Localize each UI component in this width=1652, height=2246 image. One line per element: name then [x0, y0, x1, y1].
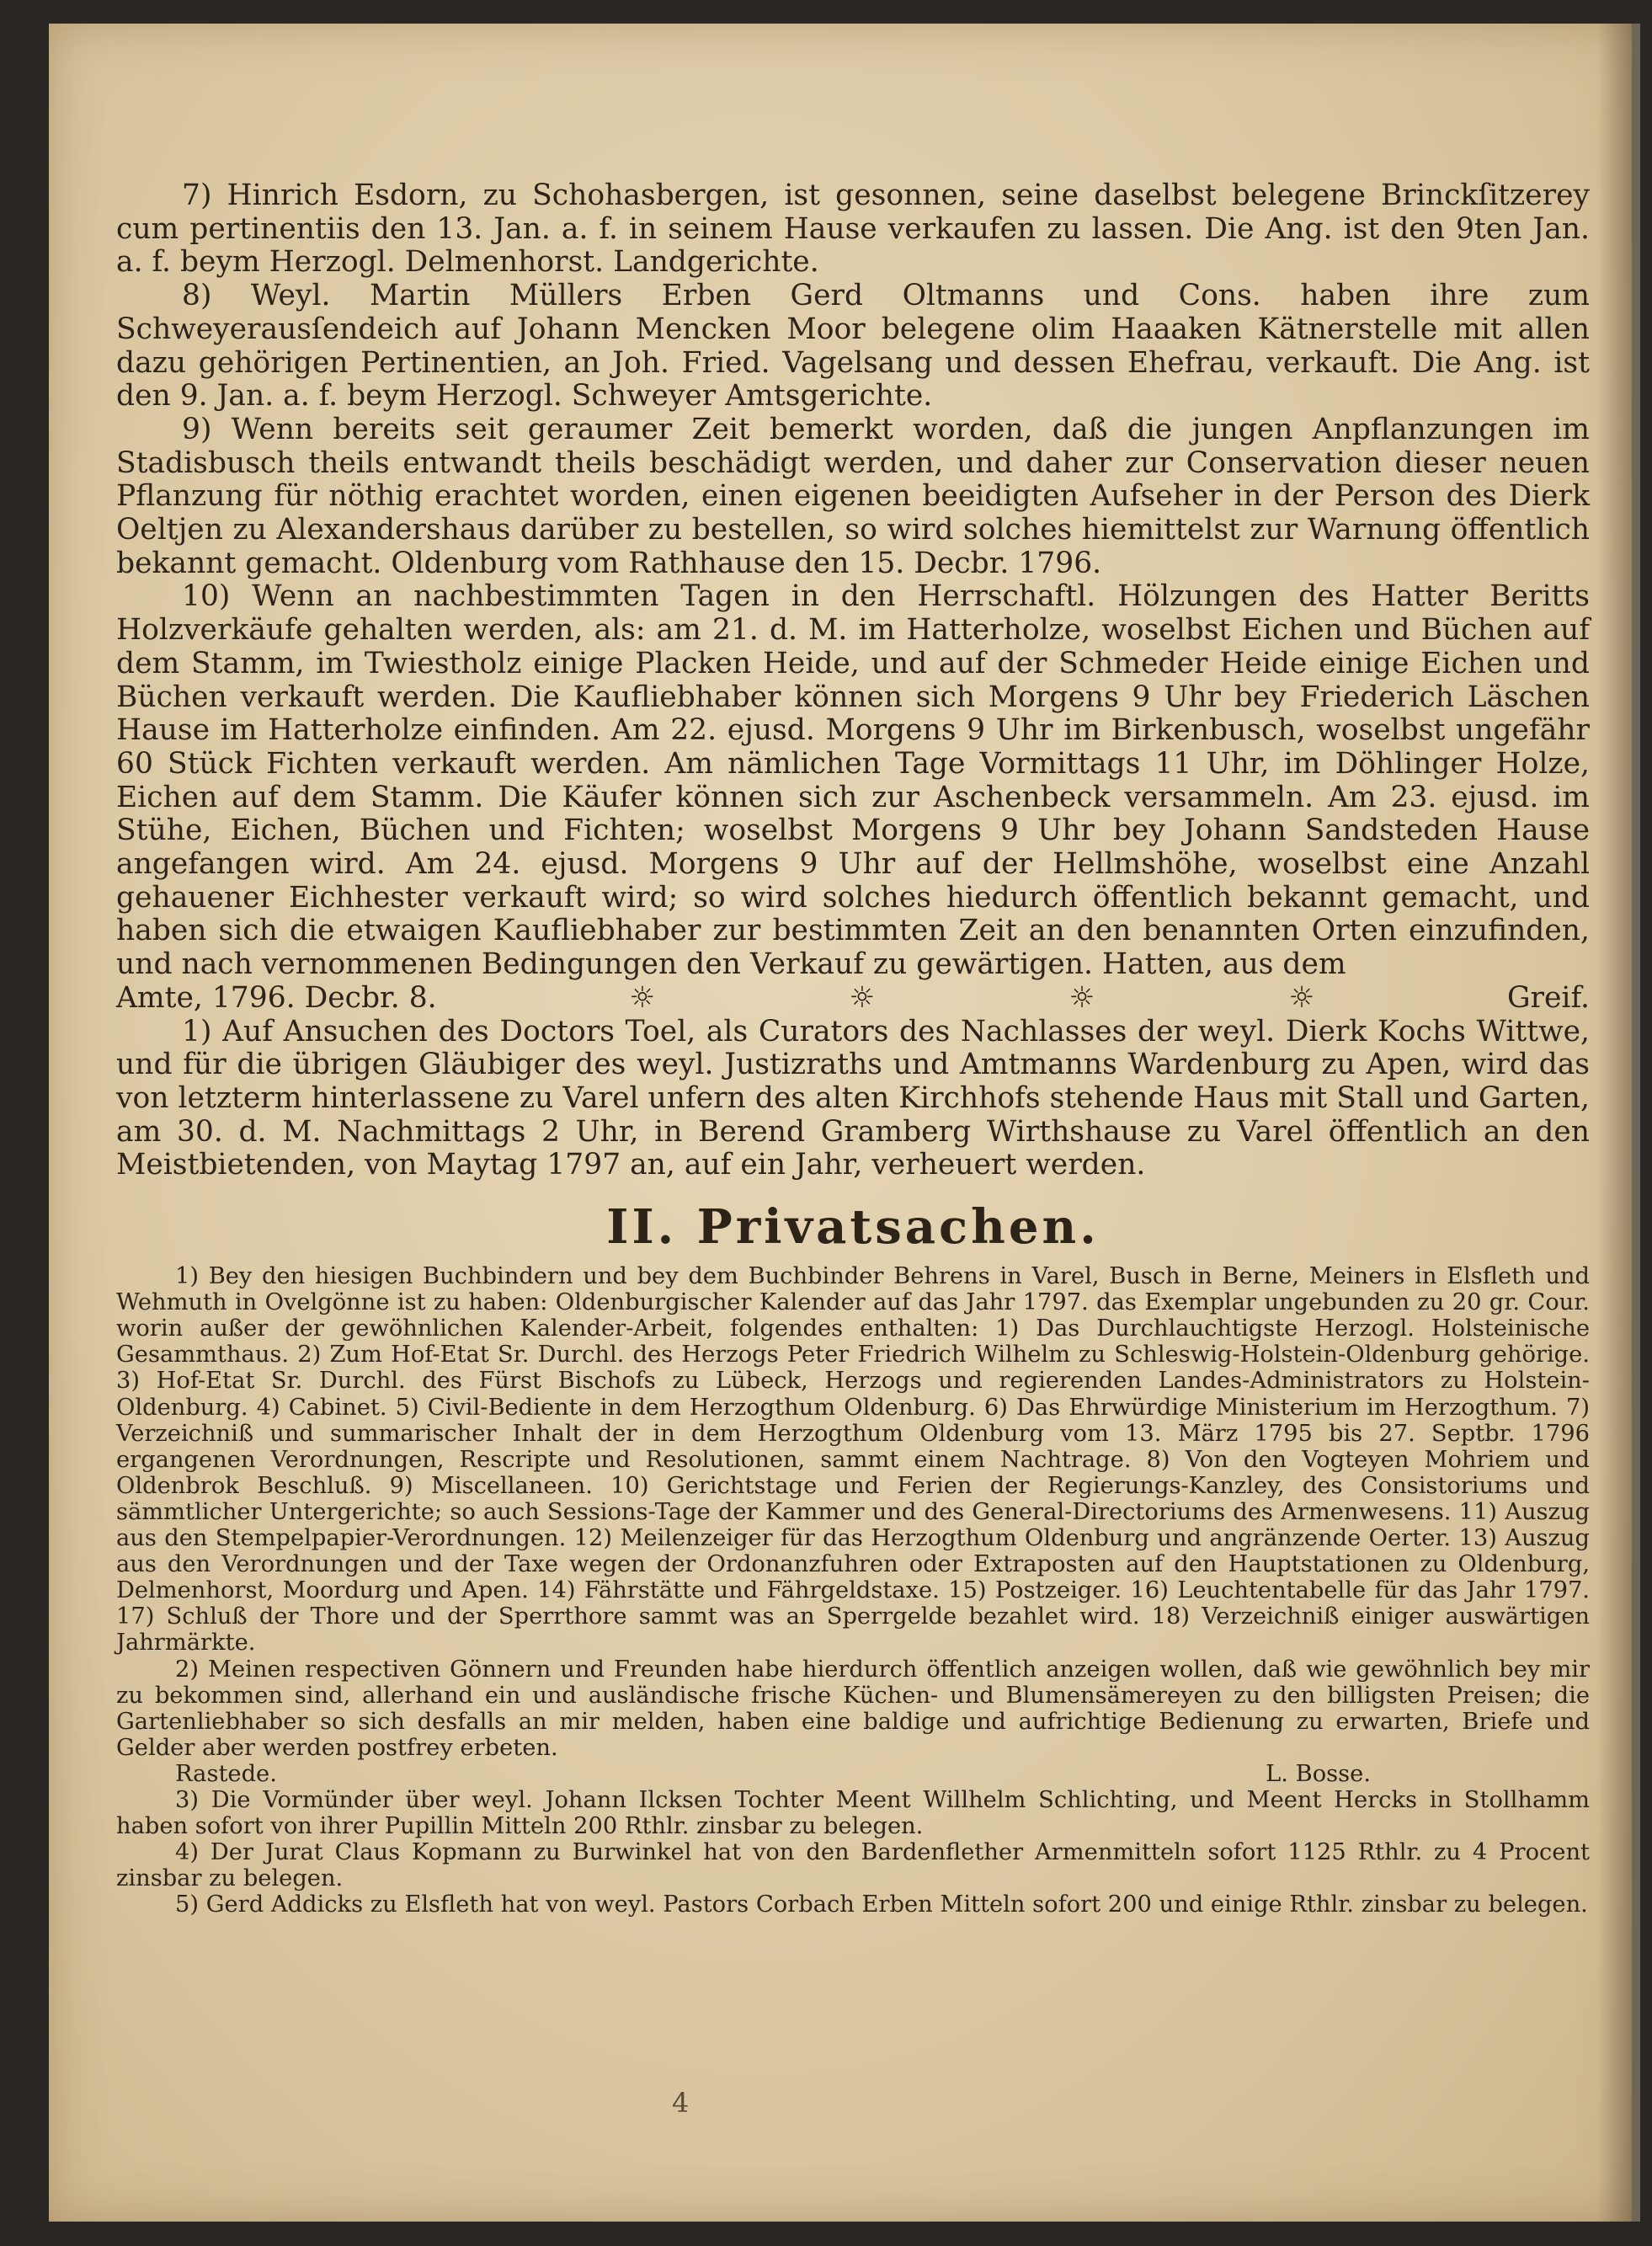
- private-notice-1: 1) Bey den hiesigen Buchbindern und bey dem Buchbinder Behrens in Varel, Busch in Berne, Meiners in Elsfleth und Wehmuth in Ovelgönne ist zu haben: Oldenburgischer Kalender auf das Jahr 1797. das Exemplar ungebunden zu 20 gr. Cour. worin außer der gewöhnlichen Kalender-Arbeit, folgendes enthalten: 1) Das Durchlauchtigste Herzogl. Holsteinische Gesammthaus. 2) Zum Hof-Etat Sr. Durchl. des Herzogs Peter Friedrich Wilhelm zu Schleswig-Holstein-Oldenburg gehörige. 3) Hof-Etat Sr. Durchl. des Fürst Bischofs zu Lübeck, Herzogs und regierenden Landes-Administrators zu Holstein-Oldenburg. 4) Cabinet. 5) Civil-Bediente in dem Herzogthum Oldenburg. 6) Das Ehrwürdige Ministerium im Herzogthum. 7) Verzeichniß und summarischer Inhalt der in dem Herzogthum Oldenburg vom 13. März 1795 bis 27. Septbr. 1796 ergangenen Verordnungen, Rescripte und Resolutionen, sammt einem Nachtrage. 8) Von den Vogteyen Mohriem und Oldenbrok Beschluß. 9) Miscellaneen. 10) Gerichtstage und Ferien der Regierungs-Kanzley, des Consistoriums und sämmtlicher Untergerichte; so auch Sessions-Tage der Kammer und des General-Directoriums des Armenwesens. 11) Auszug aus den Stempelpapier-Verordnungen. 12) Meilenzeiger für das Herzogthum Oldenburg und angränzende Oerter. 13) Auszug aus den Verordnungen und der Taxe wegen der Ordonanzfuhren oder Extraposten auf den Hauptstationen zu Oldenburg, Delmenhorst, Moordurg und Apen. 14) Fährstätte und Fährgeldstaxe. 15) Postzeiger. 16) Leuchtentabelle für das Jahr 1797. 17) Schluß der Thore und der Sperrthore sammt was an Sperrgelde bezahlet wird. 18) Verzeichniß einiger auswärtigen Jahrmärkte.: [116, 1263, 1590, 1656]
- newspaper-page: [49, 24, 1640, 2222]
- notice-7: 7) Hinrich Esdorn, zu Schohasbergen, ist gesonnen, seine daselbst belegene Brinckſitzerey cum pertinentiis den 13. Jan. a. f. in seinem Hause verkaufen zu lassen. Die Ang. ist den 9ten Jan. a. f. beym Herzogl. Delmenhorst. Landgerichte.: [116, 179, 1590, 280]
- private-notice-2-signature: [116, 1761, 1590, 1787]
- seal-star-3: ☼: [1068, 980, 1095, 1015]
- seal-star-4: ☼: [1288, 980, 1315, 1015]
- notice-1-auction: 1) Auf Ansuchen des Doctors Toel, als Curators des Nachlasses der weyl. Dierk Kochs Wittwe, und für die übrigen Gläubiger des weyl. Justizraths und Amtmanns Wardenburg zu Apen, wird das von letzterm hinterlassene zu Varel unfern des alten Kirchhofs stehende Haus mit Stall und Garten, am 30. d. M. Nachmittags 2 Uhr, in Berend Gramberg Wirthshause zu Varel öffentlich an den Meistbietenden, von Maytag 1797 an, auf ein Jahr, verheuert werden.: [116, 1014, 1590, 1182]
- page-number: 4: [672, 2087, 690, 2119]
- private-notice-3: 3) Die Vormünder über weyl. Johann Ilcksen Tochter Meent Willhelm Schlichting, und Meent Hercks in Stollhamm haben sofort von ihrer Pupillin Mitteln 200 Rthlr. zinsbar zu belegen.: [116, 1786, 1590, 1840]
- private-notice-5: 5) Gerd Addicks zu Elsfleth hat von weyl. Pastors Corbach Erben Mitteln sofort 200 und einige Rthlr. zinsbar zu belegen.: [175, 1891, 1588, 1918]
- seal-star-2: ☼: [849, 980, 876, 1015]
- seal-star-1: ☼: [629, 980, 656, 1015]
- section-heading: II. Privatsachen.: [606, 1199, 1100, 1256]
- sign-name: L. Bosse.: [1266, 1760, 1371, 1787]
- spine-shadow: [1598, 24, 1632, 2222]
- sign-place: Rastede.: [175, 1760, 277, 1787]
- private-notice-2: 2) Meinen respectiven Gönnern und Freunden habe hierdurch öffentlich anzeigen wollen, daß wie gewöhnlich bey mir zu bekommen sind, allerhand ein und ausländische frische Küchen- und Blumensämereyen zu den billigsten Preisen; die Gartenliebhaber so sich desfalls an mir melden, haben eine baldige und aufrichtige Bedienung zu erwarten, Briefe und Gelder aber werden postfrey erbeten.: [116, 1656, 1590, 1761]
- private-notice-4: 4) Der Jurat Claus Kopmann zu Burwinkel hat von den Bardenflether Armenmitteln sofort 1125 Rthlr. zu 4 Procent zinsbar zu belegen.: [116, 1839, 1590, 1892]
- sign-date: Amte, 1796. Decbr. 8.: [116, 980, 437, 1015]
- notice-10: 10) Wenn an nachbestimmten Tagen in den Herrschaftl. Hölzungen des Hatter Beritts Holzverkäufe gehalten werden, als: am 21. d. M. im Hatterholze, woselbst Eichen und Büchen auf dem Stamm, im Twiestholz einige Placken Heide, und auf der Schmeder Heide einige Eichen und Büchen verkauft werden. Die Kaufliebhaber können sich Morgens 9 Uhr bey Friederich Läschen Hause im Hatterholze einfinden. Am 22. ejusd. Morgens 9 Uhr im Birkenbusch, woselbst ungefähr 60 Stück Fichten verkauft werden. Am nämlichen Tage Vormittags 11 Uhr, im Döhlinger Holze, Eichen auf dem Stamm. Die Käufer können sich zur Aschenbeck versammeln. Am 23. ejusd. im Stühe, Eichen, Büchen und Fichten; woselbst Morgens 9 Uhr bey Johann Sandsteden Hause angefangen wird. Am 24. ejusd. Morgens 9 Uhr auf der Hellmshöhe, woselbst eine Anzahl gehauener Eichhester verkauft wird; so wird solches hiedurch öffentlich bekannt gemacht, und haben sich die etwaigen Kaufliebhaber zur bestimmten Zeit an den benannten Orten einzufinden, und nach vernommenen Bedingungen den Verkauf zu gewärtigen. Hatten, aus dem: [116, 579, 1590, 982]
- page-content: [116, 179, 1590, 1918]
- notice-10-signature: [116, 982, 1590, 1016]
- notice-8: 8) Weyl. Martin Müllers Erben Gerd Oltmanns und Cons. haben ihre zum Schweyerausſendeich auf Johann Mencken Moor belegene olim Haaaken Kätnerstelle mit allen dazu gehörigen Pertinentien, an Joh. Fried. Vagelsang und dessen Ehefrau, verkauft. Die Ang. ist den 9. Jan. a. f. beym Herzogl. Schweyer Amtsgerichte.: [116, 279, 1590, 413]
- notice-9: 9) Wenn bereits seit geraumer Zeit bemerkt worden, daß die jungen Anpflanzungen im Stadisbusch theils entwandt theils beschädigt werden, und daher zur Conservation dieser neuen Pflanzung für nöthig erachtet worden, einen eigenen beeidigten Aufseher in der Person des Dierk Oeltjen zu Alexandershaus darüber zu bestellen, so wird solches hiemittelst zur Warnung öffentlich bekannt gemacht. Oldenburg vom Rathhause den 15. Decbr. 1796.: [116, 412, 1590, 580]
- sign-name: Greif.: [1506, 980, 1590, 1015]
